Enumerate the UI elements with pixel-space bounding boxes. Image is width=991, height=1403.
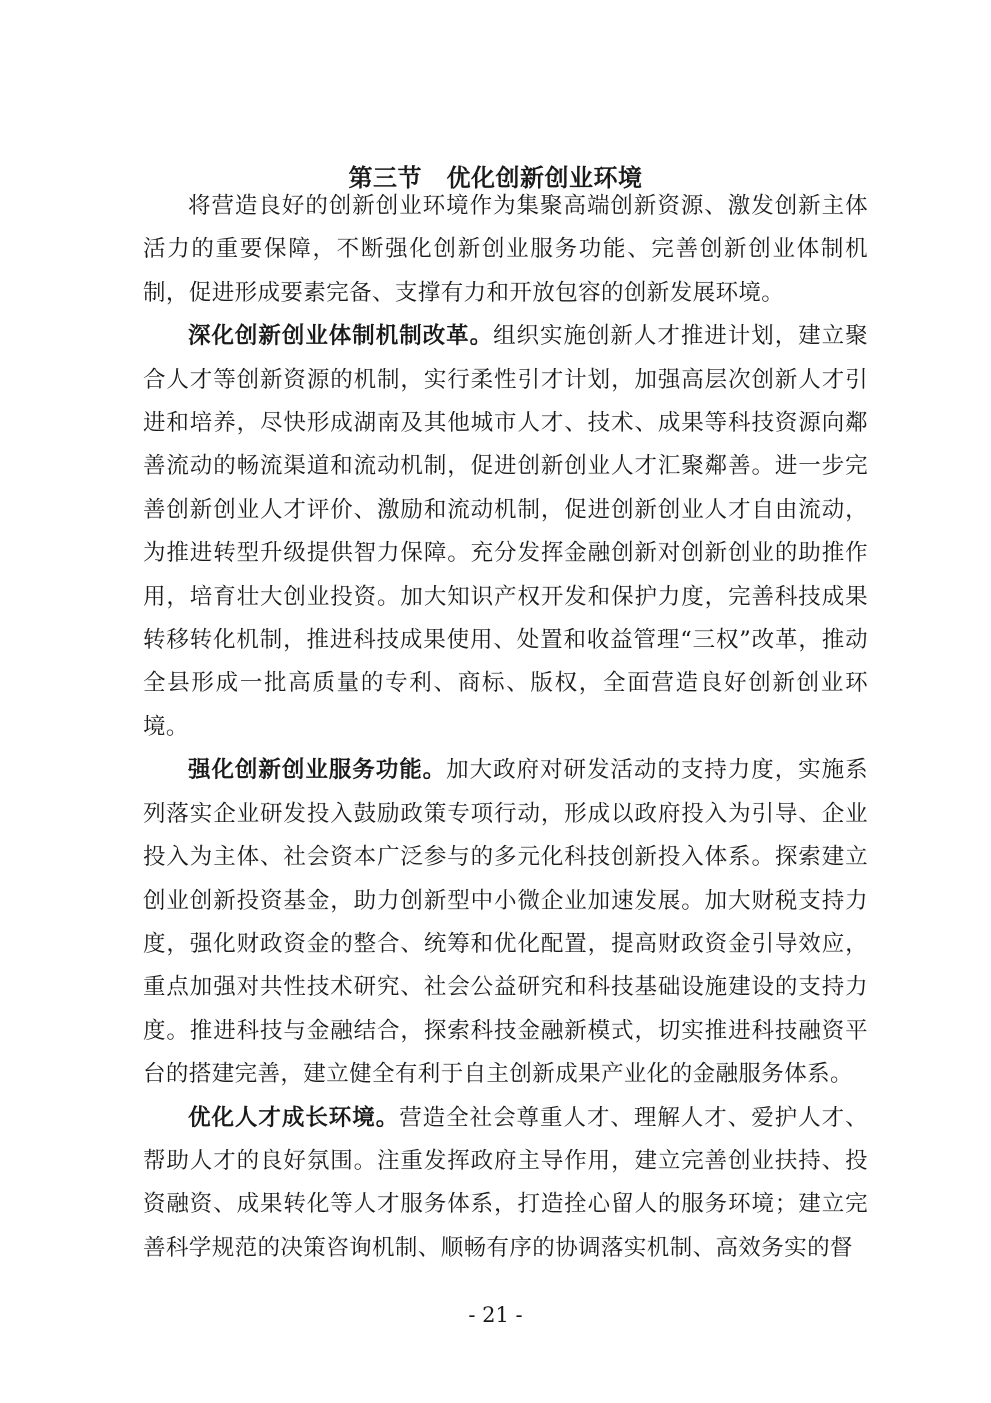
paragraph-talent-environment bbox=[143, 1097, 868, 1271]
page-number: - 21 - bbox=[468, 1303, 523, 1327]
paragraph-text: 加大政府对研发活动的支持力度，实施系列落实企业研发投入鼓励政策专项行动，形成以政府投入为引导、企业投入为主体、社会资本广泛参与的多元化科技创新投入体系。探索建立创业创新投资基金，助力创新型中小微企业加速发展。加大财税支持力度，强化财政资金的整合、统筹和优化配置，提高财政资金引导效应，重点加强对共性技术研究、社会公益研究和科技基础设施建设的支持力度。推进科技与金融结合，探索科技金融新模式，切实推进科技融资平台的搭建完善，建立健全有利于自主创新成果产业化的金融服务体系。 bbox=[143, 757, 869, 1088]
paragraph-system-reform bbox=[143, 315, 868, 749]
paragraph-heading: 强化创新创业服务功能。 bbox=[188, 757, 447, 784]
paragraph-service-function bbox=[143, 749, 868, 1096]
body-text bbox=[143, 185, 868, 1270]
paragraph-heading: 深化创新创业体制机制改革。 bbox=[188, 323, 494, 350]
paragraph-intro bbox=[143, 185, 868, 315]
paragraph-heading: 优化人才成长环境。 bbox=[188, 1104, 400, 1131]
section-title: 第三节 优化创新创业环境 bbox=[348, 163, 643, 192]
paragraph-text: 组织实施创新人才推进计划，建立聚合人才等创新资源的机制，实行柔性引才计划，加强高层次创新人才引进和培养，尽快形成湖南及其他城市人才、技术、成果等科技资源向鄰善流动的畅流渠道和流动机制，促进创新创业人才汇聚鄰善。进一步完善创新创业人才评价、激励和流动机制，促进创新创业人才自由流动，为推进转型升级提供智力保障。充分发挥金融创新对创新创业的助推作用，培育壮大创业投资。加大知识产权开发和保护力度，完善科技成果转移转化机制，推进科技成果使用、处置和收益管理“三权”改革，推动全县形成一批高质量的专利、商标、版权，全面营造良好创新创业环境。 bbox=[143, 323, 869, 740]
paragraph-text: 将营造良好的创新创业环境作为集聚高端创新资源、激发创新主体活力的重要保障，不断强化创新创业服务功能、完善创新创业体制机制，促进形成要素完备、支撑有力和开放包容的创新发展环境。 bbox=[143, 193, 868, 306]
paragraph-text: 营造全社会尊重人才、理解人才、爱护人才、帮助人才的良好氛围。注重发挥政府主导作用，建立完善创业扶持、投资融资、成果转化等人才服务体系，打造拴心留人的服务环境；建立完善科学规范的决策咨询机制、顺畅有序的协调落实机制、高效务实的督 bbox=[143, 1104, 868, 1261]
